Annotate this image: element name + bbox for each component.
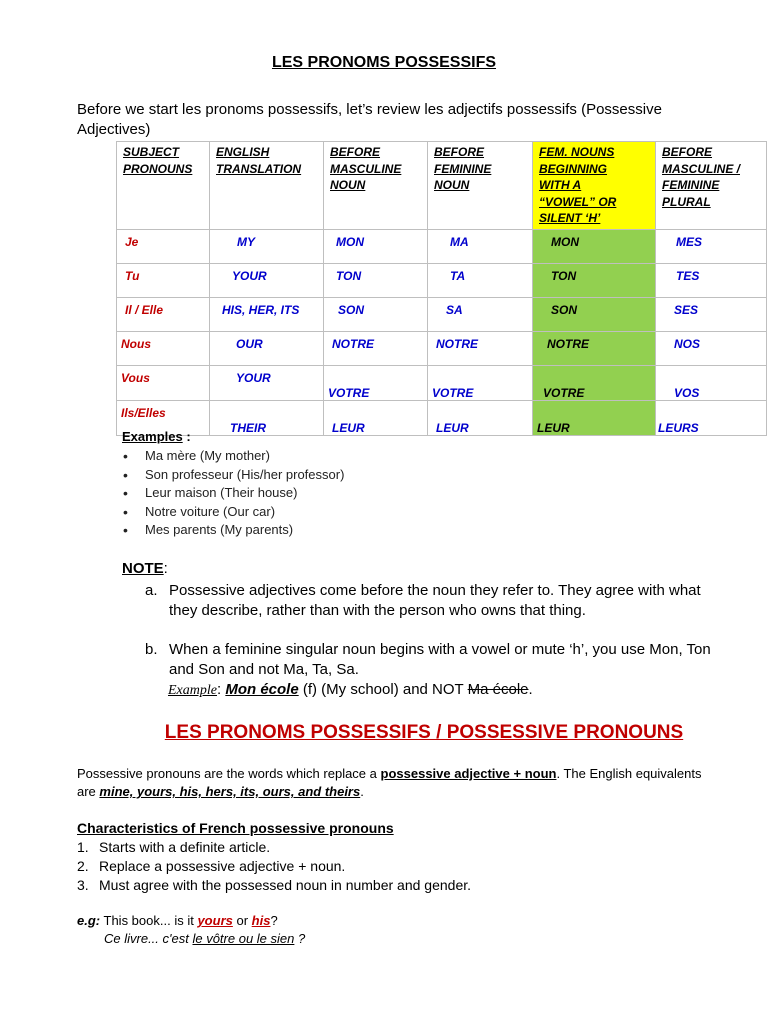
header-cell xyxy=(428,142,533,230)
table-cell xyxy=(656,365,767,400)
list-item: • Ma mère (My mother) xyxy=(121,447,344,466)
header-cell xyxy=(117,142,210,230)
table-cell xyxy=(428,400,533,435)
examples-heading: Examples : xyxy=(122,429,191,444)
list-item xyxy=(77,857,471,876)
table-cell xyxy=(324,365,428,400)
table-cell xyxy=(210,331,324,365)
table-cell-text: SA xyxy=(446,302,463,317)
header-line: NOUN xyxy=(434,178,470,192)
table-cell-text: SON xyxy=(551,302,578,317)
table-row xyxy=(117,400,767,435)
table-cell-text: MON xyxy=(551,234,579,249)
table-row xyxy=(117,263,767,297)
table-cell-text: VOTRE xyxy=(328,385,370,400)
header-line: ENGLISH xyxy=(216,145,270,159)
table-cell xyxy=(428,365,533,400)
header-line: TRANSLATION xyxy=(216,161,302,176)
header-line: PRONOUNS xyxy=(123,161,193,176)
table-cell xyxy=(428,297,533,331)
example-french: Ce livre... c'est le vôtre ou le sien ? xyxy=(104,931,306,946)
table-cell xyxy=(533,331,656,365)
header-line: FEMININE xyxy=(434,161,492,176)
table-cell xyxy=(428,229,533,263)
table-cell xyxy=(117,263,210,297)
table-cell xyxy=(656,297,767,331)
header-line: NOUN xyxy=(330,178,366,192)
header-line: SUBJECT xyxy=(123,145,180,159)
header-line: FEM. NOUNS xyxy=(539,145,615,159)
table-cell-text: SES xyxy=(674,302,699,317)
header-cell xyxy=(533,142,656,230)
list-number: 1. xyxy=(77,839,89,855)
table-cell xyxy=(210,365,324,400)
table-row xyxy=(117,229,767,263)
table-cell-text: TON xyxy=(551,268,577,283)
table-header-row xyxy=(117,142,767,230)
table-cell-text: VOTRE xyxy=(543,385,585,400)
table-cell-text: NOTRE xyxy=(547,336,589,351)
table-cell-text: LEUR xyxy=(436,420,469,435)
table-cell-text: LEURS xyxy=(658,420,699,435)
table-row xyxy=(117,331,767,365)
table-cell-text: YOUR xyxy=(236,370,271,385)
table-cell-text: Il / Elle xyxy=(125,302,164,317)
header-line: BEFORE xyxy=(330,145,381,159)
table-cell-text: OUR xyxy=(236,336,263,351)
list-item: • Son professeur (His/her professor) xyxy=(121,466,344,485)
table-cell xyxy=(210,263,324,297)
header-line: MASCULINE / xyxy=(662,161,740,176)
note-item-a: a. Possessive adjectives come before the noun they refer to. They agree with what they describe, rather than with the person who owns that thing. xyxy=(145,582,701,619)
list-item: • Mes parents (My parents) xyxy=(121,521,344,540)
possessive-pronouns-paragraph: Possessive pronouns are the words which replace a possessive adjective + noun. The English equivalents are mine, yours, his, hers, its, ours, and theirs. xyxy=(77,766,702,799)
table-cell-text: TON xyxy=(336,268,362,283)
table-cell-text: MON xyxy=(336,234,364,249)
table-cell-text: Tu xyxy=(125,268,140,283)
section-title: LES PRONOMS POSSESSIFS / POSSESSIVE PRONOUNS xyxy=(164,722,684,743)
possessive-adjectives-table xyxy=(116,141,767,436)
header-line: FEMININE xyxy=(662,178,720,192)
header-cell xyxy=(324,142,428,230)
note-heading: NOTE: xyxy=(122,560,168,577)
header-cell xyxy=(210,142,324,230)
page-title: LES PRONOMS POSSESSIFS xyxy=(271,54,497,71)
table-cell xyxy=(117,229,210,263)
table-cell-text: MY xyxy=(237,234,255,249)
header-line: PLURAL xyxy=(662,194,711,209)
table-cell-text: YOUR xyxy=(232,268,267,283)
table-cell-text: Je xyxy=(125,234,139,249)
table-cell-text: Ils/Elles xyxy=(121,405,166,420)
table-cell-text: NOTRE xyxy=(436,336,478,351)
list-number: 2. xyxy=(77,858,89,874)
table-row xyxy=(117,297,767,331)
table-cell-text: MA xyxy=(450,234,469,249)
table-cell-text: VOTRE xyxy=(432,385,474,400)
list-text: Must agree with the possessed noun in number and gender. xyxy=(99,877,472,893)
examples-list xyxy=(121,447,344,540)
table-cell xyxy=(533,297,656,331)
table-cell xyxy=(533,229,656,263)
table-cell-text: NOS xyxy=(674,336,701,351)
example-question: e.g: This book... is it yours or his? xyxy=(77,913,278,928)
table-cell xyxy=(324,297,428,331)
table-cell xyxy=(533,400,656,435)
note-example: Example: Mon école (f) (My school) and NOT Ma école. xyxy=(168,681,533,698)
table-cell xyxy=(656,400,767,435)
table-cell xyxy=(117,297,210,331)
table-cell-text: HIS, HER, ITS xyxy=(222,302,300,317)
list-item: • Leur maison (Their house) xyxy=(121,484,344,503)
header-line: SILENT ‘H’ xyxy=(539,211,601,225)
header-line: “VOWEL” OR xyxy=(539,194,617,209)
table-cell-text: NOTRE xyxy=(332,336,374,351)
list-item xyxy=(77,838,471,857)
header-line: BEFORE xyxy=(662,145,713,159)
table-cell xyxy=(324,263,428,297)
table-cell xyxy=(656,263,767,297)
list-number: 3. xyxy=(77,877,89,893)
table-cell-text: LEUR xyxy=(537,420,570,435)
table-cell-text: SON xyxy=(338,302,365,317)
header-line: BEFORE xyxy=(434,145,485,159)
characteristics-list xyxy=(77,838,471,895)
list-item: • Notre voiture (Our car) xyxy=(121,503,344,522)
table-cell-text: VOS xyxy=(674,385,700,400)
table-cell-text: Vous xyxy=(121,370,150,385)
header-line: MASCULINE xyxy=(330,161,402,176)
table-cell xyxy=(428,263,533,297)
list-text: Replace a possessive adjective + noun. xyxy=(99,858,346,874)
table-cell xyxy=(210,400,324,435)
table-cell xyxy=(117,331,210,365)
table-cell-text: THEIR xyxy=(230,420,266,435)
table-cell xyxy=(656,229,767,263)
table-cell-text: LEUR xyxy=(332,420,365,435)
table-cell-text: MES xyxy=(676,234,703,249)
list-text: Starts with a definite article. xyxy=(99,839,271,855)
header-cell xyxy=(656,142,767,230)
table-cell xyxy=(117,365,210,400)
table-cell xyxy=(210,229,324,263)
table-cell-text: TA xyxy=(450,268,466,283)
table-cell-text: TES xyxy=(676,268,700,283)
table-cell xyxy=(533,365,656,400)
table-cell xyxy=(533,263,656,297)
table-cell xyxy=(428,331,533,365)
table-cell xyxy=(656,331,767,365)
table-row xyxy=(117,365,767,400)
header-line: WITH A xyxy=(539,178,582,192)
table-cell xyxy=(324,400,428,435)
table-cell xyxy=(324,331,428,365)
table-cell xyxy=(210,297,324,331)
header-line: BEGINNING xyxy=(539,161,608,176)
intro-paragraph: Before we start les pronoms possessifs, let’s review les adjectifs possessifs (Possessive Adjectives) xyxy=(77,101,662,138)
characteristics-heading: Characteristics of French possessive pronouns xyxy=(77,820,394,836)
table-cell xyxy=(324,229,428,263)
list-item xyxy=(77,876,471,895)
note-item-b: b. When a feminine singular noun begins with a vowel or mute ‘h’, you use Mon, Ton and Son and not Ma, Ta, Sa. xyxy=(145,641,711,678)
table-cell-text: Nous xyxy=(121,336,151,351)
